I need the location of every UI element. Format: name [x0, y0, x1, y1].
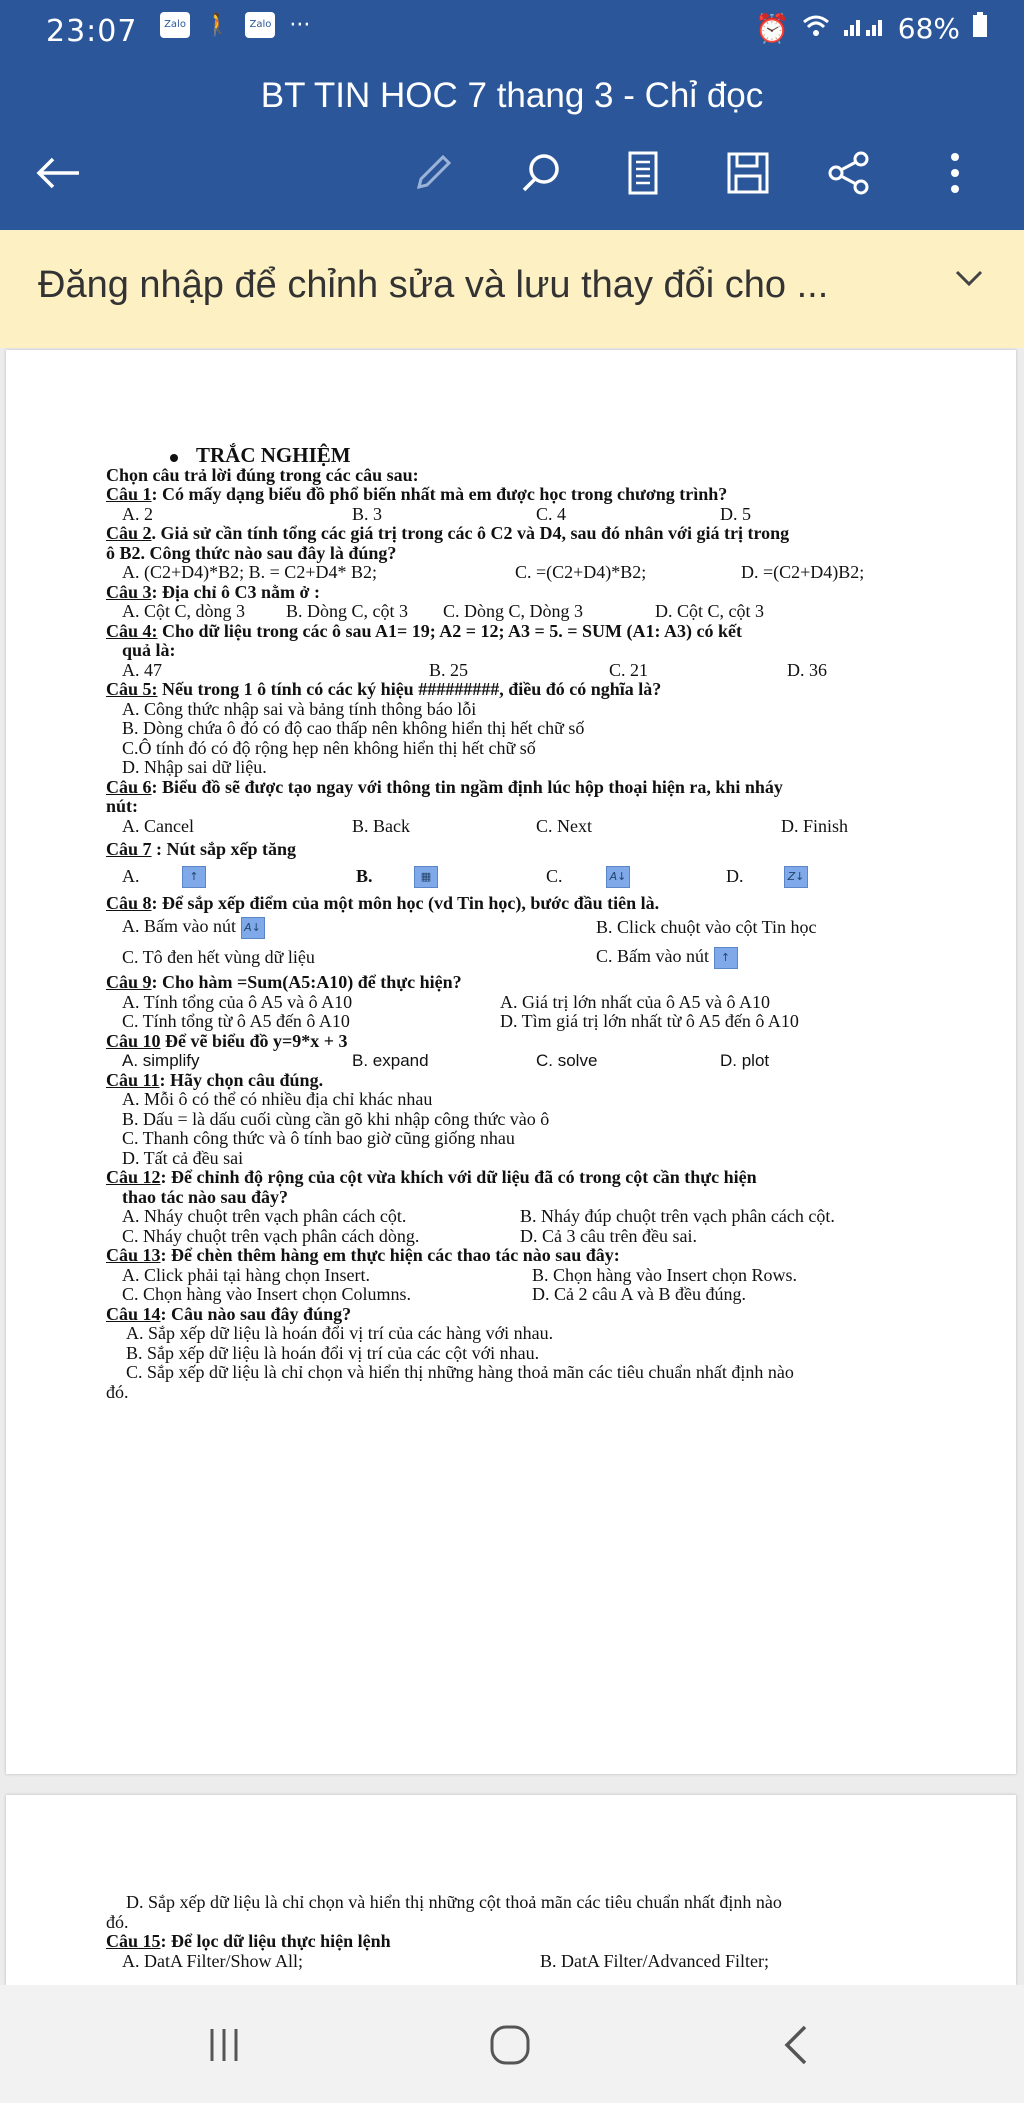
battery-percent: 68%: [897, 12, 960, 45]
q8-option-a-wrap: [122, 917, 596, 939]
recent-apps-button[interactable]: [184, 2015, 264, 2075]
chart-wizard-icon: ▦: [414, 866, 438, 888]
q14-option-c-cont: đó.: [106, 1381, 129, 1402]
q3-option-a: A. Cột C, dòng 3: [122, 601, 246, 621]
share-button[interactable]: [814, 138, 884, 208]
q8-option-d-wrap: [596, 947, 738, 969]
q3-text: : Địa chỉ ô C3 nằm ở :: [151, 581, 320, 602]
back-nav-button[interactable]: [756, 2015, 836, 2075]
q12-option-a: A. Nháy chuột trên vạch phân cách cột.: [122, 1206, 407, 1226]
q5-option-b: B. Dòng chứa ô đó có độ cao thấp nên không hiển thị hết chữ số: [122, 718, 585, 738]
question-7: [106, 840, 956, 860]
q10-option-d: D. plot: [720, 1051, 770, 1070]
q13-option-a: A. Click phải tại hàng chọn Insert.: [122, 1264, 370, 1285]
q7-icon-d-wrap: [784, 866, 808, 888]
banner-message: Đăng nhập để chỉnh sửa và lưu thay đổi cho ...: [38, 264, 829, 306]
recent-apps-icon: [204, 2025, 244, 2065]
back-button[interactable]: [22, 138, 92, 208]
q10-text: Để vẽ biểu đồ y=9*x + 3: [160, 1030, 348, 1051]
question-3: [106, 583, 956, 603]
q3-option-b: B. Dòng C, cột 3: [286, 601, 409, 621]
question-2: [106, 524, 956, 544]
document-page-1[interactable]: [6, 350, 1016, 1774]
q12-options-row2: [106, 1227, 956, 1247]
q7-icon-b-wrap: [414, 866, 546, 888]
pencil-icon: [411, 151, 455, 195]
q4-option-c: C. 21: [609, 659, 649, 680]
q9-option-a: A. Tính tổng của ô A5 và ô A10: [122, 991, 353, 1012]
wifi-icon: [802, 12, 830, 45]
sort-ascending-icon: ↑: [182, 866, 206, 888]
q1-option-b: B. 3: [352, 503, 383, 524]
q4-options: [106, 661, 956, 681]
q9-option-c: C. Tính tổng từ ô A5 đến ô A10: [122, 1011, 350, 1031]
q4-label: Câu 4:: [106, 620, 158, 641]
sign-in-banner[interactable]: [0, 230, 1024, 348]
more-vertical-icon: [949, 151, 961, 195]
question-13: [106, 1246, 956, 1266]
q13-text: : Để chèn thêm hàng em thực hiện các thao tác nào sau đây:: [160, 1245, 620, 1265]
question-9: [106, 973, 956, 993]
q1-options: [106, 505, 956, 525]
sort-az-icon: A↓: [606, 866, 630, 888]
q3-label: Câu 3: [106, 581, 152, 602]
q4-option-d: D. 36: [787, 659, 827, 680]
toolbar: [0, 138, 1024, 208]
alarm-icon: ⏰: [754, 12, 790, 45]
instruction: Chọn câu trả lời đúng trong các câu sau:: [106, 464, 419, 485]
question-11: [106, 1071, 956, 1091]
q12-option-d: D. Cả 3 câu trên đều sai.: [520, 1225, 697, 1246]
q5-text: Nếu trong 1 ô tính có các ký hiệu #########, điều đó có nghĩa là?: [157, 679, 662, 699]
q5-option-a: A. Công thức nhập sai và bảng tính thông báo lỗi: [122, 698, 477, 719]
q14-option-d: D. Sắp xếp dữ liệu là chỉ chọn và hiển thị những cột thoả mãn các tiêu chuẩn nhất định nào: [126, 1892, 782, 1912]
question-12-cont: thao tác nào sau đây?: [122, 1186, 289, 1207]
q13-option-c: C. Chọn hàng vào Insert chọn Columns.: [122, 1284, 411, 1304]
question-6-cont: nút:: [106, 796, 139, 816]
q12-option-b: B. Nháy đúp chuột trên vạch phân cách cột.: [520, 1206, 835, 1226]
q1-option-d: D. 5: [720, 503, 751, 524]
q5-option-d: D. Nhập sai dữ liệu.: [122, 757, 267, 777]
question-5: [106, 680, 956, 700]
q7-label: Câu 7: [106, 839, 152, 859]
q4-option-b: B. 25: [429, 659, 469, 680]
q13-option-d: D. Cả 2 câu A và B đều đúng.: [532, 1284, 746, 1304]
q7-icon-a-wrap: [182, 866, 356, 888]
q15-text: : Để lọc dữ liệu thực hiện lệnh: [160, 1931, 391, 1951]
document-title: BT TIN HOC 7 thang 3 - Chỉ đọc: [260, 76, 764, 115]
question-2-cont: ô B2. Công thức nào sau đây là đúng?: [106, 542, 397, 563]
q2-option-ab: A. (C2+D4)*B2; B. = C2+D4* B2;: [122, 562, 377, 582]
save-icon: [725, 150, 771, 196]
q12-text: : Để chỉnh độ rộng của cột vừa khích với dữ liệu đã có trong cột cần thực hiện: [160, 1167, 757, 1187]
q13-label: Câu 13: [106, 1245, 161, 1265]
q9-option-d: D. Tìm giá trị lớn nhất từ ô A5 đến ô A10: [500, 1011, 799, 1031]
q10-label: Câu 10: [106, 1030, 161, 1051]
sort-za-icon: Z↓: [784, 866, 808, 888]
question-6: [106, 778, 956, 798]
q8-option-d: C. Bấm vào nút: [596, 946, 709, 967]
question-10: [106, 1032, 956, 1052]
question-4: [106, 622, 956, 642]
share-icon: [826, 150, 872, 196]
q12-option-c: C. Nháy chuột trên vạch phân cách dòng.: [122, 1225, 420, 1246]
q8-options-row2: [106, 943, 956, 973]
q7-option-c: C.: [546, 865, 563, 886]
search-icon: [519, 151, 563, 195]
q10-option-a: A. simplify: [122, 1051, 200, 1070]
q10-option-c: C. solve: [536, 1051, 598, 1070]
q8-options-row1: [106, 913, 956, 943]
q7-options: [106, 860, 956, 894]
q1-option-a: A. 2: [122, 503, 153, 524]
banner-expand-button[interactable]: [954, 268, 984, 293]
q8-text: : Để sắp xếp điểm của một môn học (vd Tin học), bước đầu tiên là.: [151, 892, 660, 913]
q13-options-row2: [106, 1285, 956, 1305]
question-4-cont: quả là:: [122, 640, 176, 660]
q4-text: Cho dữ liệu trong các ô sau A1= 19; A2 = 12; A3 = 5. = SUM (A1: A3) có kết: [157, 620, 743, 641]
q11-option-d: D. Tất cả đều sai: [122, 1147, 244, 1168]
sort-az-icon: A↓: [241, 917, 265, 939]
q7-icon-c-wrap: [606, 866, 726, 888]
question-15: [106, 1932, 956, 1952]
q9-options-row1: [106, 993, 956, 1013]
q1-label: Câu 1: [106, 484, 152, 504]
q11-option-c: C. Thanh công thức và ô tính bao giờ cũng giống nhau: [122, 1128, 515, 1148]
save-button[interactable]: [713, 138, 783, 208]
q15-options: [106, 1952, 956, 1972]
q15-option-b: B. DatA Filter/Advanced Filter;: [540, 1950, 769, 1971]
q2-option-c: C. =(C2+D4)*B2;: [515, 562, 647, 582]
question-8: [106, 894, 956, 914]
q14-label: Câu 14: [106, 1303, 161, 1324]
q11-option-a: A. Mỗi ô có thể có nhiều địa chỉ khác nhau: [122, 1089, 433, 1109]
system-icons: [755, 12, 988, 45]
q14-option-c: C. Sắp xếp dữ liệu là chỉ chọn và hiển thị những hàng thoả mãn các tiêu chuẩn nhất định nào: [126, 1362, 794, 1382]
q11-text: : Hãy chọn câu đúng.: [159, 1069, 324, 1090]
q9-text: : Cho hàm =Sum(A5:A10) để thực hiện?: [151, 972, 462, 992]
q6-options: [106, 817, 956, 837]
status-bar: [0, 0, 1024, 62]
q13-option-b: B. Chọn hàng vào Insert chọn Rows.: [532, 1264, 797, 1285]
walking-icon: 🚶: [204, 12, 232, 38]
more-notifications-icon: ···: [289, 12, 311, 38]
q2-option-d: D. =(C2+D4)B2;: [741, 562, 865, 582]
q6-text: : Biểu đồ sẽ được tạo ngay với thông tin ngầm định lúc hộp thoại hiện ra, khi nháy: [151, 776, 783, 797]
q5-option-c: C.Ô tính đó có độ rộng hẹp nên không hiển thị hết chữ số: [122, 737, 536, 758]
zalo-notification-icon: Zalo: [160, 12, 190, 38]
chevron-down-icon: [954, 268, 984, 288]
zalo-notification-icon-2: Zalo: [245, 12, 275, 38]
question-1: [106, 485, 956, 505]
chevron-left-icon: [781, 2023, 811, 2067]
notification-icons: [160, 12, 310, 38]
q6-option-a: A. Cancel: [122, 815, 194, 836]
edit-button[interactable]: [398, 138, 468, 208]
q4-option-a: A. 47: [122, 659, 162, 680]
search-button[interactable]: [506, 138, 576, 208]
battery-icon: [972, 12, 988, 45]
q6-label: Câu 6: [106, 776, 152, 797]
reading-view-button[interactable]: [608, 138, 678, 208]
sort-ascending-icon: ↑: [714, 947, 738, 969]
more-options-button[interactable]: [920, 138, 990, 208]
q6-option-b: B. Back: [352, 815, 410, 836]
q3-option-c: C. Dòng C, Dòng 3: [443, 601, 584, 621]
q11-label: Câu 11: [106, 1069, 160, 1090]
q2-options: [106, 563, 956, 583]
document-content: [106, 443, 956, 1402]
q1-option-c: C. 4: [536, 503, 567, 524]
q10-options: [106, 1051, 956, 1071]
q5-label: Câu 5:: [106, 679, 158, 699]
q14-option-a: A. Sắp xếp dữ liệu là hoán đổi vị trí của các hàng với nhau.: [126, 1323, 554, 1343]
section-heading: TRẮC NGHIỆM: [106, 446, 956, 466]
q1-text: : Có mấy dạng biểu đồ phổ biến nhất mà em được học trong chương trình?: [151, 484, 728, 504]
q6-option-c: C. Next: [536, 815, 592, 836]
q8-option-b: B. Click chuột vào cột Tin học: [596, 917, 817, 938]
q11-option-b: B. Dấu = là dấu cuối cùng cần gõ khi nhập công thức vào ô: [122, 1108, 550, 1129]
q2-label: Câu 2: [106, 523, 152, 543]
status-time: 23:07: [46, 14, 138, 49]
q3-options: [106, 602, 956, 622]
q9-options-row2: [106, 1012, 956, 1032]
home-icon: [488, 2023, 532, 2067]
question-12: [106, 1168, 956, 1188]
question-14: [106, 1305, 956, 1325]
document-page-2[interactable]: [6, 1795, 1016, 1985]
q8-option-c: C. Tô đen hết vùng dữ liệu: [122, 947, 315, 968]
signal-icon: [842, 12, 886, 45]
system-navigation-bar: [0, 1985, 1024, 2103]
q8-option-a: A. Bấm vào nút: [122, 916, 236, 937]
document-content-2: [106, 1893, 956, 1971]
q9-label: Câu 9: [106, 972, 152, 992]
q7-text: : Nút sắp xếp tăng: [151, 839, 297, 859]
q6-option-d: D. Finish: [781, 815, 849, 836]
q2-text: . Giả sử cần tính tổng các giá trị trong các ô C2 và D4, sau đó nhân với giá trị trong: [151, 523, 790, 543]
q12-options-row1: [106, 1207, 956, 1227]
arrow-left-icon: [33, 155, 81, 191]
q15-option-a: A. DatA Filter/Show All;: [122, 1950, 304, 1971]
q14-option-d-cont: đó.: [106, 1911, 129, 1932]
document-view-icon: [625, 150, 661, 196]
q8-label: Câu 8: [106, 892, 152, 913]
home-button[interactable]: [470, 2015, 550, 2075]
q14-option-b: B. Sắp xếp dữ liệu là hoán đổi vị trí của các cột với nhau.: [126, 1342, 540, 1363]
q14-text: : Câu nào sau đây đúng?: [160, 1303, 352, 1324]
q10-option-b: B. expand: [352, 1051, 429, 1070]
app-header: [0, 62, 1024, 230]
q7-option-d: D.: [726, 865, 744, 886]
q7-option-b: B.: [356, 865, 373, 886]
q12-label: Câu 12: [106, 1167, 161, 1187]
q7-option-a: A.: [122, 865, 140, 886]
q3-option-d: D. Cột C, cột 3: [655, 601, 765, 621]
q9-option-b: A. Giá trị lớn nhất của ô A5 và ô A10: [500, 991, 770, 1012]
q15-label: Câu 15: [106, 1931, 161, 1951]
q13-options-row1: [106, 1266, 956, 1286]
